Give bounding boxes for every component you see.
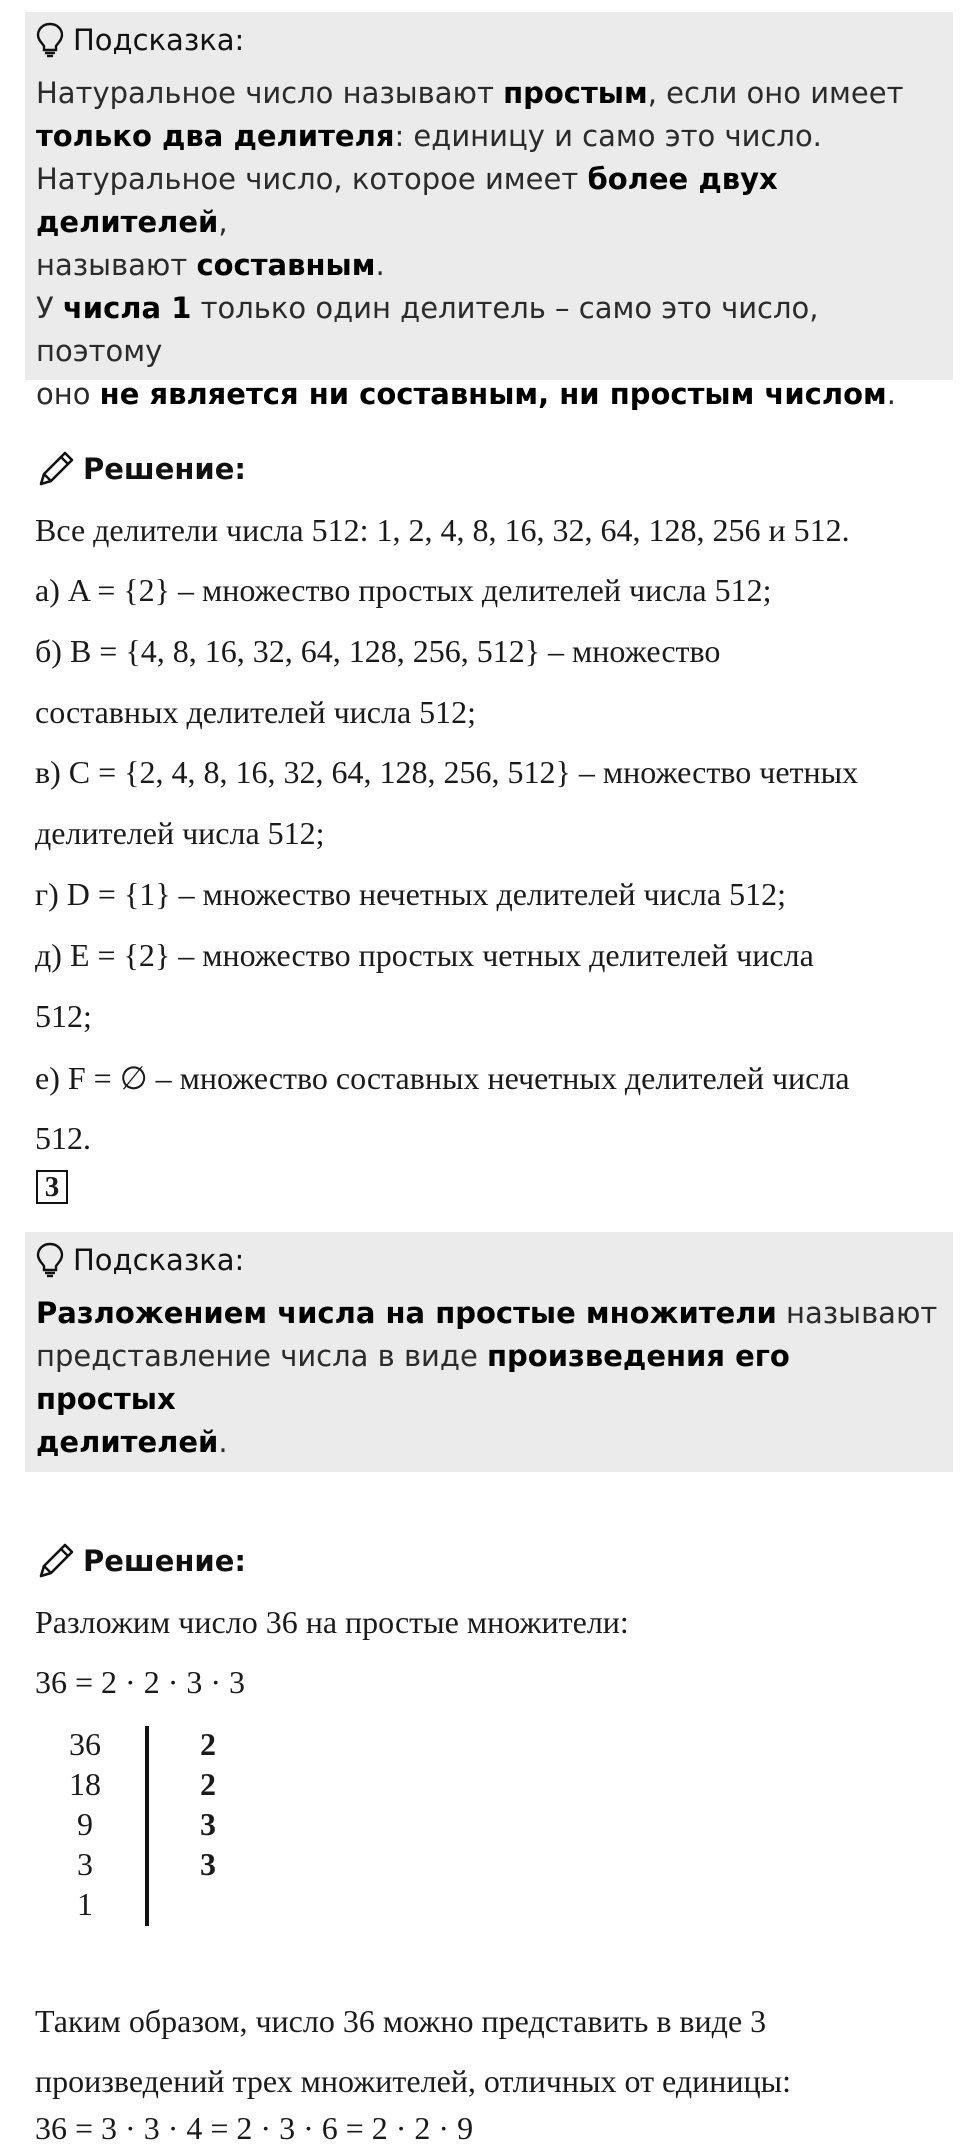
factorization-left-value: 3 [77,1846,93,1882]
hint-line: делителей. [36,1425,228,1459]
hint-line: У числа 1 только один делитель – само это число, поэтому [36,291,819,368]
solution-line: в) C = {2, 4, 8, 16, 32, 64, 128, 256, 512} – множество четных [35,754,859,790]
hint-line: Натуральное число, которое имеет более двух делителей, [36,162,778,239]
solution-line: е) F = ∅ – множество составных нечетных делителей числа [35,1060,850,1096]
solution-line: а) A = {2} – множество простых делителей числа 512; [35,572,772,608]
factorization-left-value: 9 [77,1806,93,1842]
factorization-left-value: 18 [69,1766,101,1802]
factorization-right-value: 3 [200,1806,216,1842]
lightbulb-icon [35,1242,65,1278]
solution-2-equation: 36 = 2 · 2 · 3 · 3 [35,1664,246,1700]
hint-title-text: Подсказка: [73,22,245,57]
hint-line: оно не является ни составным, ни простым числом. [36,377,896,411]
pencil-icon [35,1540,77,1582]
hint-body-2 [25,1280,953,1464]
pencil-icon [35,448,77,490]
factorization-left-value: 1 [77,1886,93,1922]
conclusion-line-3: 36 = 3 · 3 · 4 = 2 · 3 · 6 = 2 · 2 · 9 [35,2110,474,2146]
factorization-divider [145,1726,149,1926]
solution-title-text: Решение: [83,452,247,486]
solution-title-1 [35,448,246,490]
solution-line: 512; [35,998,92,1034]
solution-title-text: Решение: [83,1544,247,1578]
hint-line: представление числа в виде произведения его простых [36,1339,790,1416]
solution-line: составных делителей числа 512; [35,694,477,730]
solution-2-intro: Разложим число 36 на простые множители: [35,1604,629,1640]
hint-box-2 [25,1232,953,1472]
conclusion-line-1: Таким образом, число 36 можно представить в виде 3 [35,2003,767,2039]
factorization-left-value: 36 [69,1726,101,1762]
solution-line: 512. [35,1120,91,1156]
hint-body-1 [25,60,953,416]
factorization-right-value: 3 [200,1846,216,1882]
task-number: 3 [36,1170,68,1204]
hint-line: Разложением числа на простые множители называют [36,1296,938,1330]
lightbulb-icon [35,22,65,58]
conclusion-line-2: произведений трех множителей, отличных от единицы: [35,2063,791,2099]
solution-line: д) E = {2} – множество простых четных делителей числа [35,937,814,973]
solution-title-2 [35,1540,246,1582]
factorization-right-value: 2 [200,1726,216,1762]
hint-box-1 [25,12,953,411]
hint-line: называют составным. [36,248,385,282]
solution-line: делителей числа 512; [35,815,325,851]
hint-line: Натуральное число называют простым, если оно имеет [36,76,904,110]
hint-title-1 [35,20,953,60]
factorization-right-value: 2 [200,1766,216,1802]
solution-line: Все делители числа 512: 1, 2, 4, 8, 16, 32, 64, 128, 256 и 512. [35,512,850,548]
hint-title-text: Подсказка: [73,1242,245,1277]
solution-line: б) B = {4, 8, 16, 32, 64, 128, 256, 512} – множество [35,633,721,669]
hint-line: только два делителя: единицу и само это число. [36,119,822,153]
solution-line: г) D = {1} – множество нечетных делителей числа 512; [35,876,786,912]
hint-title-2 [35,1240,953,1280]
